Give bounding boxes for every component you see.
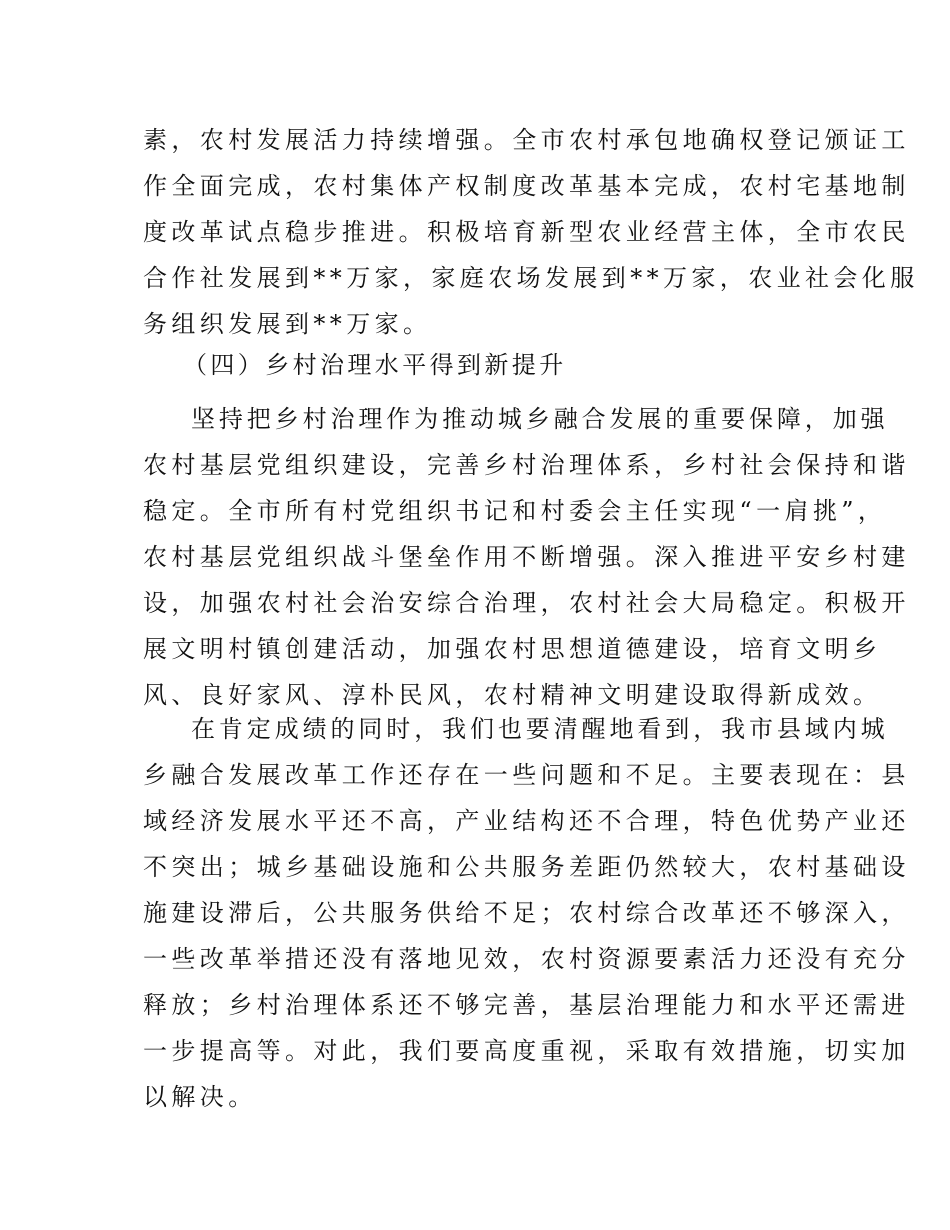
paragraph-continuation (143, 117, 919, 347)
text-line: 展文明村镇创建活动，加强农村思想道德建设，培育文明乡 (143, 635, 882, 663)
text-line: 稳定。全市所有村党组织书记和村委会主任实现“一肩挑”， (143, 497, 887, 525)
text-line: 农村基层党组织建设，完善乡村治理体系，乡村社会保持和谐 (143, 451, 910, 479)
section-heading-text: （四）乡村治理水平得到新提升 (183, 351, 567, 379)
text-line: 农村基层党组织战斗堡垒作用不断增强。深入推进平安乡村建 (143, 543, 910, 571)
text-line: 释放；乡村治理体系还不够完善，基层治理能力和水平还需进 (143, 991, 910, 1019)
text-line: 合作社发展到**万家，家庭农场发展到**万家，农业社会化服 (143, 264, 919, 292)
text-line: 度改革试点稳步推进。积极培育新型农业经营主体，全市农民 (143, 218, 910, 246)
text-line: 素，农村发展活力持续增强。全市农村承包地确权登记颁证工 (143, 126, 910, 154)
text-line: 设，加强农村社会治安综合治理，农村社会大局稳定。积极开 (143, 589, 910, 617)
text-line: 域经济发展水平还不高，产业结构还不合理，特色优势产业还 (143, 807, 910, 835)
paragraph-problems (143, 706, 910, 1120)
text-line: 务组织发展到**万家。 (143, 310, 432, 338)
text-line: 在肯定成绩的同时，我们也要清醒地看到，我市县域内城 (191, 715, 889, 743)
section-heading (143, 342, 815, 388)
text-line: 一步提高等。对此，我们要高度重视，采取有效措施，切实加 (143, 1037, 910, 1065)
paragraph-governance (143, 396, 910, 718)
text-line: 施建设滞后，公共服务供给不足；农村综合改革还不够深入， (143, 899, 910, 927)
text-line: 乡融合发展改革工作还存在一些问题和不足。主要表现在：县 (143, 761, 910, 789)
text-line: 风、良好家风、淳朴民风，农村精神文明建设取得新成效。 (143, 681, 882, 709)
text-line: 坚持把乡村治理作为推动城乡融合发展的重要保障，加强 (191, 405, 889, 433)
text-line: 一些改革举措还没有落地见效，农村资源要素活力还没有充分 (143, 945, 910, 973)
text-line: 作全面完成，农村集体产权制度改革基本完成，农村宅基地制 (143, 172, 910, 200)
text-line: 不突出；城乡基础设施和公共服务差距仍然较大，农村基础设 (143, 853, 910, 881)
text-line: 以解决。 (143, 1083, 257, 1111)
